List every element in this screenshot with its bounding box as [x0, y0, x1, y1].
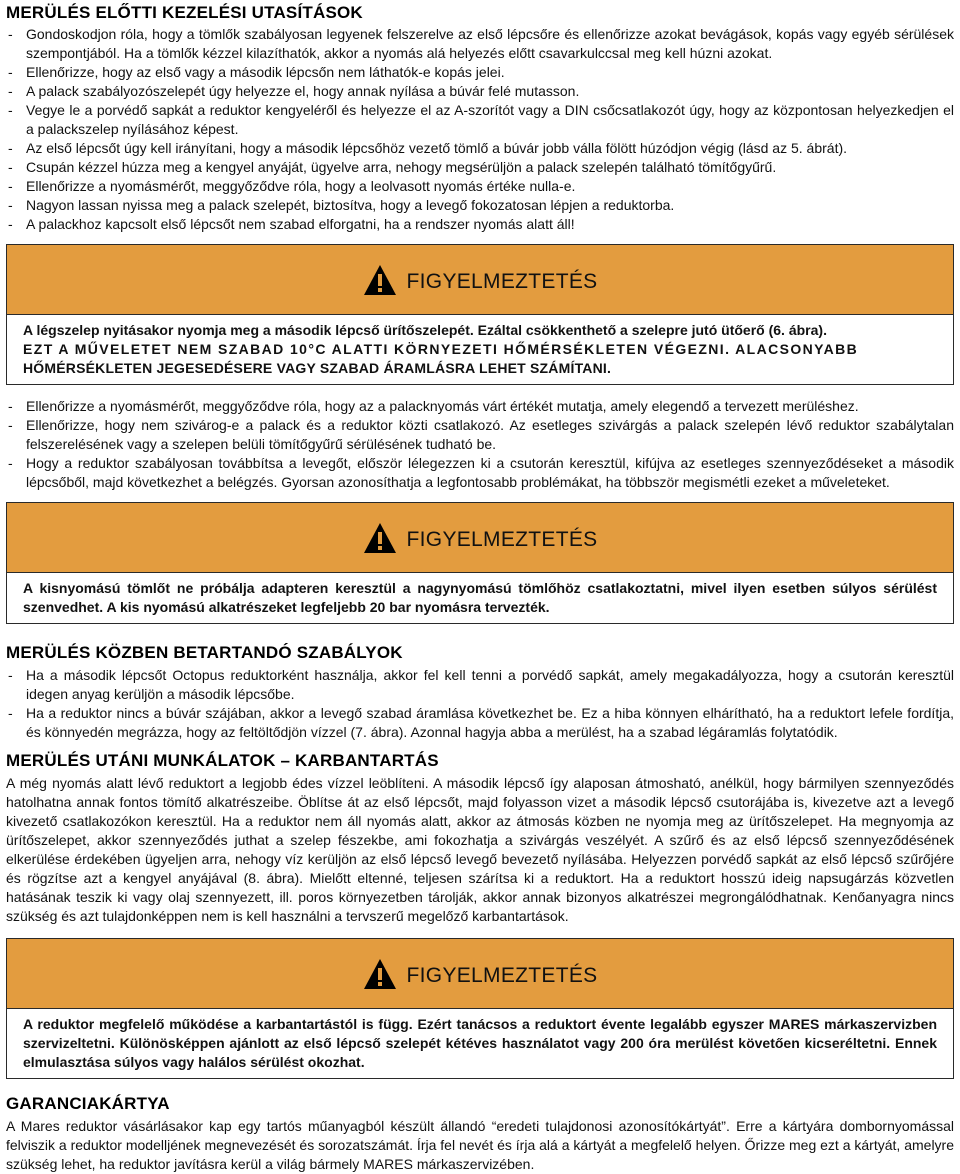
section-title-pre-dive: MERÜLÉS ELŐTTI KEZELÉSI UTASÍTÁSOK [6, 3, 363, 22]
list-item: - Ha a második lépcsőt Octopus reduktorként használja, akkor fel kell tenni a porvédő sapkát, amely megakadályozza, hogy a csutorán keresztül idegen anyag kerüljön a második lépcsőbe. [6, 666, 954, 704]
warning-box-2 [6, 502, 954, 624]
section-title-warranty: GARANCIAKÁRTYA [6, 1094, 170, 1113]
warning-header [7, 245, 953, 315]
warning-triangle-icon [363, 958, 397, 990]
list-item: - Gondoskodjon róla, hogy a tömlők szabályosan legyenek felszerelve az első lépcsőre és ellenőrizze azokat bevágások, kopás vagy egyéb sérülések szempontjából. Ha a tömlők kézzel kilazíthatók, akkor a nyomás alá helyezés előtt csavarkulccsal meg kell húzni azokat. [6, 25, 954, 63]
warning-box-1 [6, 244, 954, 385]
list-item: - Hogy a reduktor szabályosan továbbítsa a levegőt, először lélegezzen ki a csutorán keresztül, kifújva az esetleges szennyeződéseket a második lépcsőből, majd következhet a belégzés. Gyorsan azonosíthatja a legfontosabb problémákat, ha többször megismétli ezeket a műveleteket. [6, 454, 954, 492]
warning-line-caps: EZT A MŰVELETET NEM SZABAD 10°C ALATTI KÖRNYEZETI HŐMÉRSÉKLETEN VÉGEZNI. ALACSONYABB [23, 341, 859, 357]
warning-title: FIGYELMEZTETÉS [406, 964, 598, 987]
warning-text [7, 315, 953, 384]
warning-triangle-icon [363, 522, 397, 554]
section-title-during-dive: MERÜLÉS KÖZBEN BETARTANDÓ SZABÁLYOK [6, 643, 403, 662]
list-item: - Ellenőrizze, hogy az első vagy a második lépcsőn nem láthatók-e kopás jelei. [6, 63, 954, 82]
pre-dive-list-2 [6, 397, 954, 492]
warranty-text: A Mares reduktor vásárlásakor kap egy tartós műanyagból készült állandó “eredeti tulajdonosi azonosítókártyát”. Erre a kártyára dombornyomással felviszik a reduktor modelljének megnevezését és sorozatszámát. Írja fel nevét és írja alá a kártyát a megfelelő helyen. Őrizze meg ezt a kártyát, amelyre szükség lehet, ha reduktor javításra kerül a világ bármely MARES márkaszervizében. [6, 1118, 954, 1172]
warning-line: A légszelep nyitásakor nyomja meg a második lépcső ürítőszelepét. Ezáltal csökkenthető a szelepre jutó ütőerő (6. ábra). [23, 322, 827, 338]
after-dive-text: A még nyomás alatt lévő reduktort a legjobb édes vízzel leöblíteni. A második lépcső így alaposan átmosható, anélkül, hogy bármilyen szennyeződés hatolhatna annak fontos tömítő alkatrészeibe. Öblítse át az első lépcsőt, majd folyasson vizet a második lépcső csutorájába is, kivezetve azt a levegő kivezető csatlakozókon keresztül. Ha a reduktor nem áll nyomás alatt, akkor az átmosás közben ne nyomja meg az ürítőszelepet. Ha megnyomja az ürítőszelepet, akkor szennyeződés juthat a szelep fészekbe, ami fokozhatja a szivárgás veszélyét. A szűrő és az első lépcső szennyeződésének elkerülése érdekében ügyeljen arra, nehogy víz kerüljön az első lépcső levegő bevezető nyílásába. Helyezzen porvédő sapkát az első lépcső szűrőjére és rögzítse azt a kengyel anyájával (8. ábra). Mielőtt eltenné, teljesen szárítsa ki a reduktort. Ha a reduktort hosszú ideig napsugárzás közvetlen hatásának teszik ki vagy olaj szennyezett, ill. poros környezetben tárolják, akkor annak bizonyos alkatrészei megrongálódhatnak. Kenőanyagra nincs szükség és azt tulajdonképpen nem is kell használni a tervszerű megelőző karbantartások. [6, 775, 954, 924]
section-title-after-dive: MERÜLÉS UTÁNI MUNKÁLATOK – KARBANTARTÁS [6, 751, 439, 770]
during-dive-list [6, 666, 954, 742]
warning-title: FIGYELMEZTETÉS [406, 270, 598, 293]
warning-text: A reduktor megfelelő működése a karbantartástól is függ. Ezért tanácsos a reduktort évente legalább egyszer MARES márkaszervizben szervizeltetni. Különösképpen ajánlott az első lépcső szelepét kétéves használatot vagy 200 óra merülést követően kicseréltetni. Ennek elmulasztása súlyos vagy halálos sérülést okozhat. [23, 1016, 937, 1070]
list-item: - Ellenőrizze a nyomásmérőt, meggyőződve róla, hogy az a palacknyomás várt értékét mutatja, amely elegendő a tervezett merüléshez. [6, 397, 954, 416]
warning-title: FIGYELMEZTETÉS [406, 528, 598, 551]
warning-box-3 [6, 938, 954, 1079]
list-item: - A palackhoz kapcsolt első lépcsőt nem szabad elforgatni, ha a rendszer nyomás alatt áll! [6, 215, 954, 234]
warning-header [7, 503, 953, 573]
pre-dive-list [6, 25, 954, 234]
warning-line-caps: HŐMÉRSÉKLETEN JEGESEDÉSERE VAGY SZABAD ÁRAMLÁSRA LEHET SZÁMÍTANI. [23, 360, 612, 376]
list-item: - Az első lépcsőt úgy kell irányítani, hogy a második lépcsőhöz vezető tömlő a búvár jobb válla fölött húzódjon végig (lásd az 5. ábrát). [6, 139, 954, 158]
warning-triangle-icon [363, 264, 397, 296]
list-item: - Nagyon lassan nyissa meg a palack szelepét, biztosítva, hogy a levegő fokozatosan lépjen a reduktorba. [6, 196, 954, 215]
warning-text: A kisnyomású tömlőt ne próbálja adapteren keresztül a nagynyomású tömlőhöz csatlakoztatni, mivel ilyen esetben súlyos sérülést szenvedhet. A kis nyomású alkatrészeket legfeljebb 20 bar nyomásra tervezték. [23, 580, 937, 615]
list-item: - Ellenőrizze a nyomásmérőt, meggyőződve róla, hogy a leolvasott nyomás értéke nulla-e. [6, 177, 954, 196]
warning-header [7, 939, 953, 1009]
list-item: - A palack szabályozószelepét úgy helyezze el, hogy annak nyílása a búvár felé mutasson. [6, 82, 954, 101]
list-item: - Vegye le a porvédő sapkát a reduktor kengyeléről és helyezze el az A-szorítót vagy a DIN csőcsatlakozót úgy, hogy az központosan helyezkedjen el a palackszelep nyílásához képest. [6, 101, 954, 139]
list-item: - Csupán kézzel húzza meg a kengyel anyáját, ügyelve arra, nehogy megsérüljön a palack szelepén található tömítőgyűrű. [6, 158, 954, 177]
list-item: - Ha a reduktor nincs a búvár szájában, akkor a levegő szabad áramlása következhet be. Ez a hiba könnyen elhárítható, ha a reduktort lefele fordítja, és könnyedén megrázza, hogy az feltöltődjön vízzel (7. ábra). Azonnal hagyja abba a merülést, ha a szabad légáramlás folytatódik. [6, 704, 954, 742]
list-item: - Ellenőrizze, hogy nem szivárog-e a palack és a reduktor közti csatlakozó. Az esetleges szivárgás a palack szelepén lévő reduktor szabálytalan felszerelésének vagy a szelepen belüli tömítőgyűrű sérülésének tudható be. [6, 416, 954, 454]
